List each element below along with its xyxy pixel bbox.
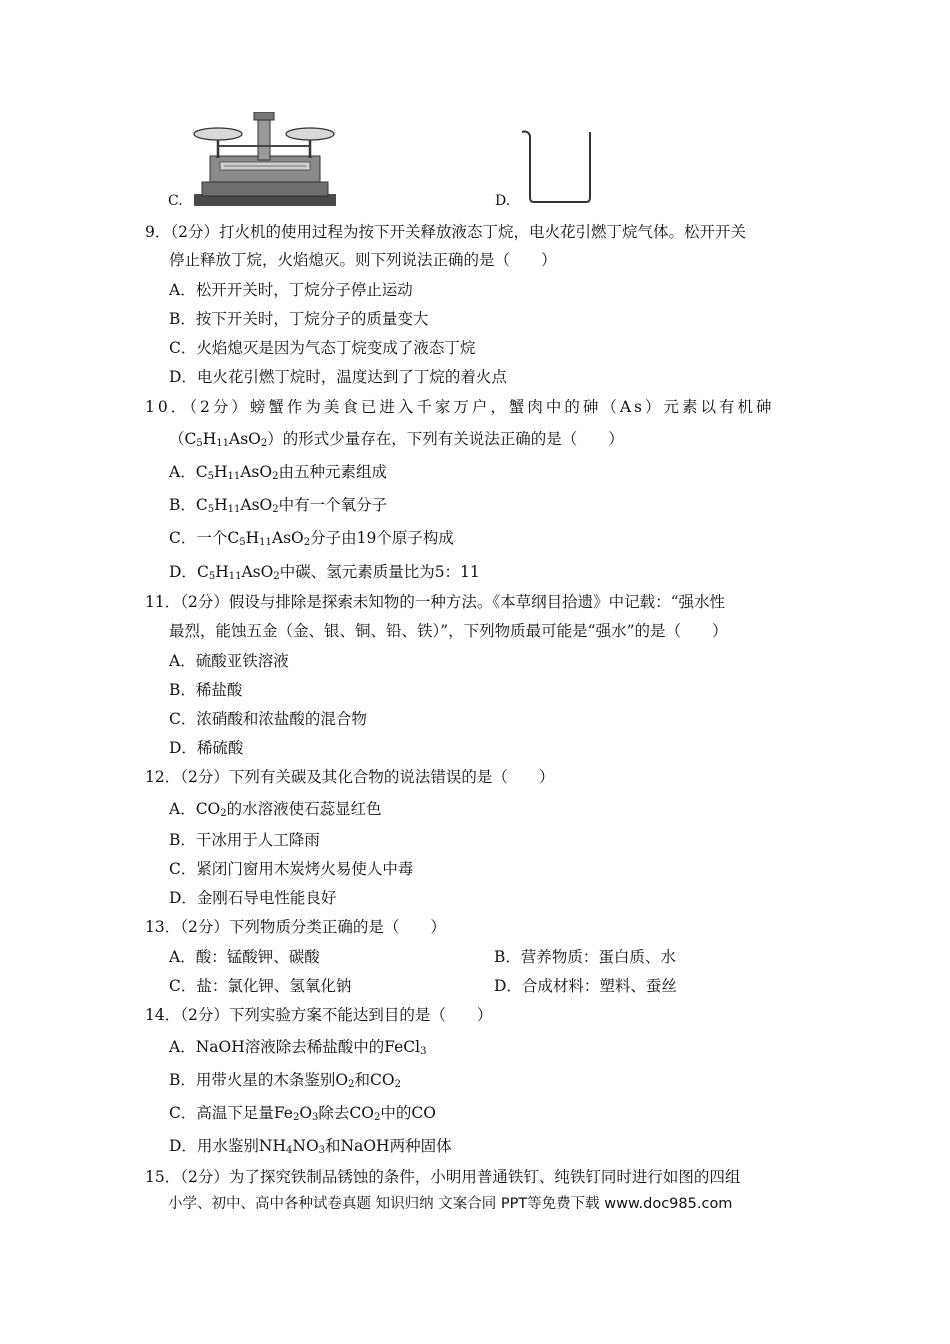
- q11-option-a: A．硫酸亚铁溶液: [169, 652, 289, 670]
- q13-option-c: C．盐：氯化钾、氢氧化钠: [169, 977, 352, 995]
- q12-option-d: D．金刚石导电性能良好: [169, 889, 337, 907]
- q14-option-d: D．用水鉴别$NH_4NO_3$和NaOH两种固体: [169, 1137, 452, 1156]
- q14-option-b: B．用带火星的木条鉴别$O_2$和$CO_2$: [169, 1071, 401, 1090]
- beaker-figure: [518, 128, 596, 206]
- q9-option-b: B．按下开关时，丁烷分子的质量变大: [169, 310, 429, 328]
- q12-option-a: A．$CO_2$的水溶液使石蕊显红色: [169, 800, 382, 819]
- q12-stem: 12．（2分）下列有关碳及其化合物的说法错误的是（ ）: [145, 768, 555, 786]
- balance-scale-figure: [190, 112, 340, 208]
- q13-option-d: D．合成材料：塑料、蚕丝: [494, 977, 677, 995]
- q11-option-d: D．稀硫酸: [169, 739, 244, 757]
- q15-stem-line1: 15．（2分）为了探究铁制品锈蚀的条件，小明用普通铁钉、纯铁钉同时进行如图的四组: [145, 1168, 741, 1186]
- q12-option-c: C．紧闭门窗用木炭烤火易使人中毒: [169, 860, 414, 878]
- q11-stem-line2: 最烈，能蚀五金（金、银、铜、铅、铁）”，下列物质最可能是“强水”的是（ ）: [169, 622, 728, 640]
- page-footer: 小学、初中、高中各种试卷真题 知识归纳 文案合同 PPT等免费下载 www.doc985.com: [168, 1196, 733, 1212]
- q14-option-a: A．NaOH溶液除去稀盐酸中的FeCl$_3$: [169, 1038, 427, 1057]
- q11-option-c: C．浓硝酸和浓盐酸的混合物: [169, 710, 367, 728]
- q13-option-a: A．酸：锰酸钾、碳酸: [169, 948, 320, 966]
- q11-stem-line1: 11．（2分）假设与排除是探索未知物的一种方法。《本草纲目拾遗》中记载：“强水性: [145, 593, 726, 611]
- q10-stem-line1: 10．（2分）螃蟹作为美食已进入千家万户，蟹肉中的砷（As）元素以有机砷: [145, 398, 775, 416]
- q13-option-b: B．营养物质：蛋白质、水: [494, 948, 676, 966]
- q9-option-c: C．火焰熄灭是因为气态丁烷变成了液态丁烷: [169, 339, 476, 357]
- q9-stem-line2: 停止释放丁烷，火焰熄灭。则下列说法正确的是（ ）: [169, 251, 557, 269]
- q9-option-d: D．电火花引燃丁烷时，温度达到了丁烷的着火点: [169, 368, 507, 386]
- option-d-figure-label: D.: [495, 193, 511, 209]
- q10-option-c: C．一个$C_5H_{11}AsO_2$分子由19个原子构成: [169, 529, 454, 548]
- q10-stem-line2: $(C_5H_{11}AsO_2)$的形式少量存在，下列有关说法正确的是（ ）: [169, 430, 624, 449]
- q10-option-a: A．$C_5H_{11}AsO_2$由五种元素组成: [169, 463, 387, 482]
- q10-option-b: B．$C_5H_{11}AsO_2$中有一个氧分子: [169, 496, 388, 515]
- q14-option-c: C．高温下足量$Fe_2O_3$除去$CO_2$中的CO: [169, 1104, 436, 1123]
- option-c-figure-label: C.: [168, 193, 183, 209]
- q10-option-d: D．$C_5H_{11}AsO_2$中碳、氢元素质量比为5：11: [169, 563, 480, 582]
- q9-option-a: A．松开开关时，丁烷分子停止运动: [169, 281, 413, 299]
- q12-option-b: B．干冰用于人工降雨: [169, 831, 320, 849]
- q9-stem-line1: 9．（2分）打火机的使用过程为按下开关释放液态丁烷，电火花引燃丁烷气体。松开开关: [145, 223, 746, 241]
- q13-stem: 13．（2分）下列物质分类正确的是（ ）: [145, 918, 446, 936]
- q14-stem: 14．（2分）下列实验方案不能达到目的是（ ）: [145, 1006, 493, 1024]
- q11-option-b: B．稀盐酸: [169, 681, 243, 699]
